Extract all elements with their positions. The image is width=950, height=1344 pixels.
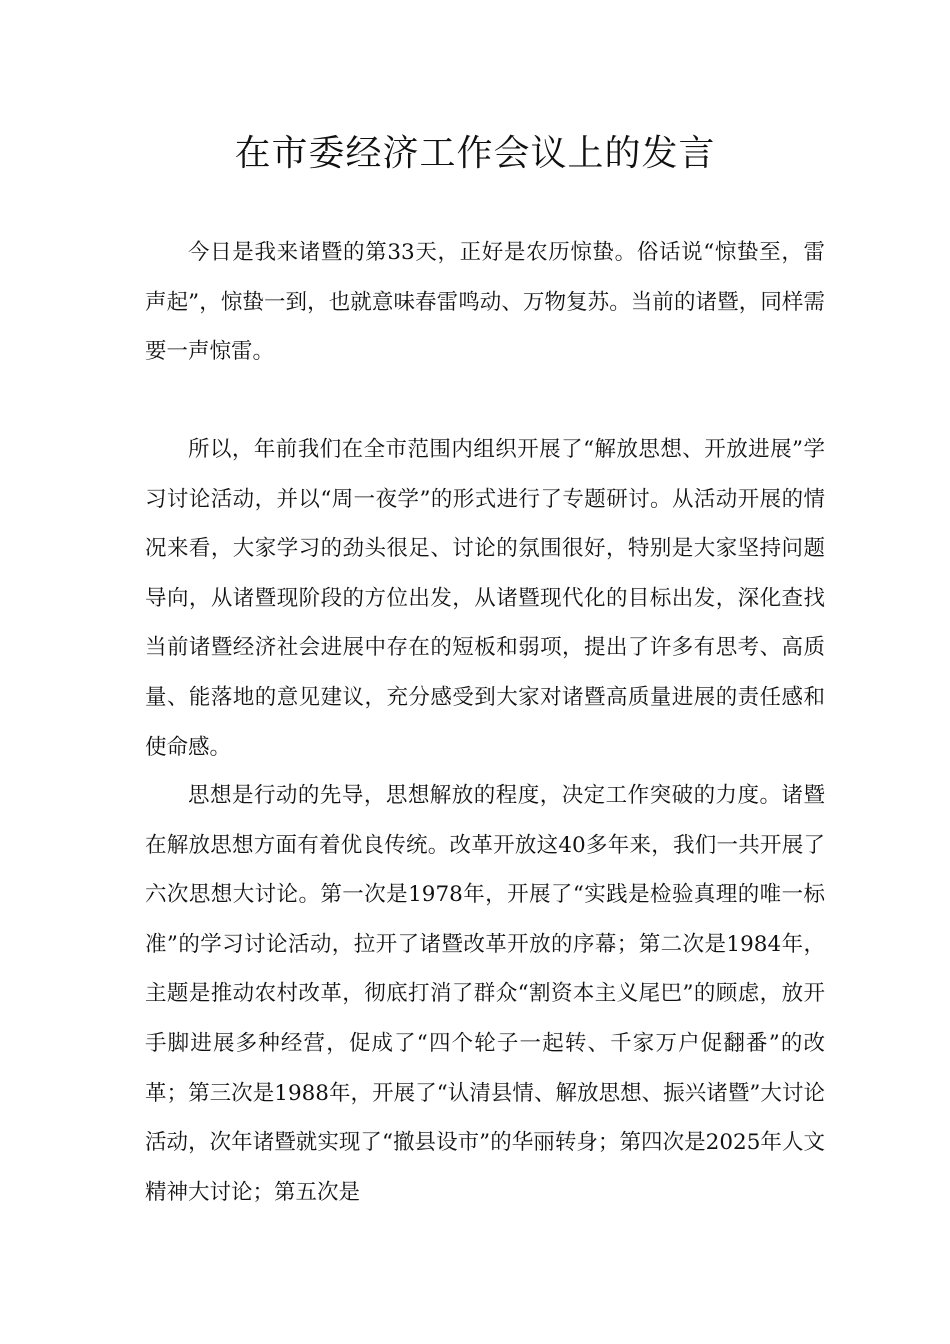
document-title: 在市委经济工作会议上的发言 (234, 133, 716, 174)
paragraph-2: 所以，年前我们在全市范围内组织开展了“解放思想、开放进展”学习讨论活动，并以“周一夜学”的形式进行了专题研讨。从活动开展的情况来看，大家学习的劲头很足、讨论的氛围很好，特别是大家坚持问题导向，从诸暨现阶段的方位出发，从诸暨现代化的目标出发，深化查找当前诸暨经济社会进展中存在的短板和弱项，提出了许多有思考、高质量、能落地的意见建议，充分感受到大家对诸暨高质量进展的责任感和使命感。 (145, 437, 825, 760)
paragraph-3: 思想是行动的先导，思想解放的程度，决定工作突破的力度。诸暨在解放思想方面有着优良传统。改革开放这40多年来，我们一共开展了六次思想大讨论。第一次是1978年，开展了“实践是检验真理的唯一标准”的学习讨论活动，拉开了诸暨改革开放的序幕；第二次是1984年，主题是推动农村改革，彻底打消了群众“割资本主义尾巴”的顾虑，放开手脚进展多种经营，促成了“四个轮子一起转、千家万户促翻番”的改革；第三次是1988年，开展了“认清县情、解放思想、振兴诸暨”大讨论活动，次年诸暨就实现了“撤县设市”的华丽转身；第四次是2025年人文精神大讨论；第五次是 (145, 783, 825, 1205)
paragraph-1: 今日是我来诸暨的第33天，正好是农历惊蛰。俗话说“惊蛰至，雷声起”，惊蛰一到，也就意味春雷鸣动、万物复苏。当前的诸暨，同样需要一声惊雷。 (145, 240, 825, 365)
